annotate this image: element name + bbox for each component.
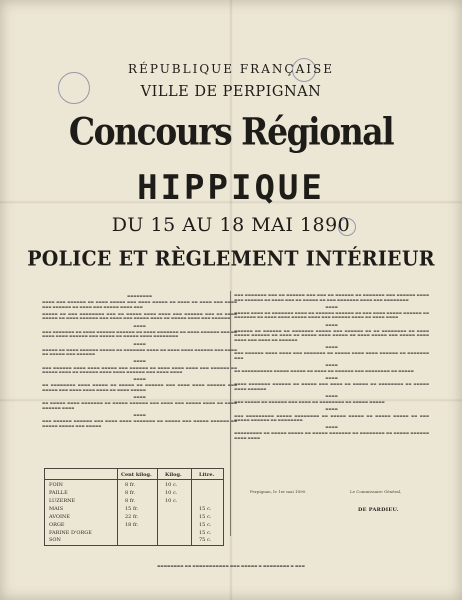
price-cent-kilog: 18 fr. xyxy=(125,522,139,528)
signature-role: Le Commissaire Général, xyxy=(350,489,402,494)
table-row xyxy=(45,513,223,521)
rules-column-left: ▬▬▬▬▬▬▬▬ ▬▬▬▬ ▬▬▬ ▬▬▬▬▬▬ ▬▬ ▬▬▬▬ ▬▬▬▬▬ ▬▬▬ ▬▬▬▬ ▬▬▬▬▬ ▬▬ ▬▬▬▬ ▬▬ ▬▬▬▬ ▬▬▬ ▬▬▬▬ ▬▬▬ ▬▬▬▬▬▬ ▬▬ ▬▬▬▬ ▬▬▬ ▬▬▬▬▬ ▬▬▬▬ ▬▬▬ ▬▬▬▬▬ ▬▬ ▬▬▬ ▬▬▬▬▬▬▬▬ ▬▬▬ ▬▬ ▬▬▬▬▬ ▬▬▬▬ ▬▬▬▬ ▬▬▬ ▬▬▬▬▬▬ ▬▬▬ ▬▬ ▬▬▬▬ ▬▬▬▬▬ ▬▬ ▬▬▬▬ ▬▬▬▬▬▬ ▬▬▬ ▬▬▬▬ ▬▬▬ ▬▬▬▬▬ ▬▬▬▬ ▬▬ ▬▬▬▬▬ ▬▬▬▬ ▬▬▬ ▬▬▬▬▬▬ ▬▬▬▬ ▬▬▬ ▬▬▬▬▬▬▬ ▬▬ ▬▬▬▬ ▬▬▬▬▬▬ ▬▬▬▬▬▬ ▬▬ ▬▬▬▬ ▬▬▬▬▬▬▬ ▬▬ ▬▬▬▬ ▬▬▬▬▬▬ ▬▬▬ ▬▬ ▬▬▬▬ ▬▬▬▬ ▬▬▬▬▬▬ ▬▬▬ ▬▬▬▬▬ ▬▬ ▬▬▬▬▬ ▬▬▬▬ ▬▬▬▬▬▬▬▬ ▬▬▬▬ ▬▬▬▬▬ ▬▬ ▬▬▬▬ ▬▬▬▬▬▬ ▬▬▬▬▬ ▬▬ ▬▬▬▬▬▬▬ ▬▬▬▬ ▬▬ ▬▬▬▬ ▬▬▬▬ ▬▬▬▬▬▬ ▬▬▬ ▬▬▬▬ ▬▬ ▬▬▬▬▬ ▬▬▬ ▬▬▬▬▬▬ ▬▬▬▬ ▬▬▬ ▬▬▬▬▬▬ ▬▬▬▬ ▬▬▬▬ ▬▬▬▬▬ ▬▬▬ ▬▬▬▬▬▬ ▬▬ ▬▬▬▬ ▬▬▬▬ ▬▬▬▬ ▬▬▬ ▬▬▬▬▬▬ ▬▬ ▬▬▬▬▬ ▬▬▬▬ ▬▬ ▬▬▬▬▬▬ ▬▬▬▬ ▬▬▬▬ ▬▬▬▬▬▬ ▬▬▬ ▬▬▬▬ ▬▬▬▬ ▬▬▬▬ ▬▬ ▬▬▬▬▬▬▬▬ ▬▬▬▬ ▬▬▬▬▬ ▬▬ ▬▬▬▬▬ ▬▬ ▬▬▬▬▬▬ ▬▬▬ ▬▬▬▬ ▬▬▬▬ ▬▬▬▬▬▬ ▬▬▬ ▬▬▬▬▬ ▬▬▬ ▬▬▬▬ ▬▬▬▬ ▬▬▬▬ ▬▬ ▬▬▬▬ ▬▬▬▬▬ ▬▬▬▬ ▬▬ ▬▬▬▬▬ ▬▬▬▬ ▬▬▬▬▬▬▬ ▬▬ ▬▬▬▬▬ ▬▬▬▬▬▬ ▬▬▬ ▬▬▬▬ ▬▬▬ ▬▬▬▬▬ ▬▬▬▬ ▬▬ ▬▬▬▬ ▬▬▬▬▬▬ ▬▬▬▬ ▬▬▬▬ ▬▬▬ ▬▬▬▬▬▬ ▬▬▬▬▬▬ ▬▬▬ ▬▬▬▬ ▬▬▬▬ ▬▬▬▬▬▬▬ ▬▬ ▬▬▬▬▬ ▬▬▬ ▬▬▬▬▬ ▬▬▬▬▬▬ ▬▬ ▬▬▬▬▬ ▬▬▬▬▬ ▬▬▬ ▬▬▬▬▬ xyxy=(42,294,237,428)
rules-column-right: ▬▬▬ ▬▬▬▬▬▬▬ ▬▬▬ ▬▬ ▬▬▬▬▬▬ ▬▬▬ ▬▬▬ ▬▬ ▬▬▬▬▬▬ ▬▬ ▬▬▬▬▬▬▬ ▬▬▬ ▬▬▬▬▬▬ ▬▬▬▬ ▬▬▬ ▬▬▬▬▬▬ ▬▬ ▬▬▬▬ ▬▬▬ ▬▬ ▬▬▬▬▬ ▬▬ ▬▬▬ ▬▬▬▬▬▬▬ ▬▬▬▬ ▬▬▬ ▬▬▬▬▬▬▬▬ ▬▬▬▬ ▬▬▬▬▬ ▬▬▬▬ ▬▬ ▬▬▬▬▬▬▬ ▬▬▬▬ ▬▬ ▬▬▬▬▬▬ ▬▬▬▬▬▬ ▬▬ ▬▬▬ ▬▬▬▬ ▬▬▬▬▬ ▬▬▬▬▬▬ ▬▬ ▬▬▬▬▬▬▬ ▬▬ ▬▬▬▬ ▬▬▬▬ ▬▬▬▬▬ ▬▬▬▬ ▬▬▬ ▬▬▬▬▬▬ ▬▬▬▬ ▬▬ ▬▬▬▬ ▬▬▬▬ ▬▬▬▬ ▬▬▬▬▬▬ ▬▬ ▬▬▬▬▬▬ ▬▬ ▬▬▬▬▬▬▬ ▬▬▬▬▬ ▬▬▬ ▬▬▬▬▬▬ ▬▬ ▬▬ ▬▬▬▬▬▬▬▬ ▬▬ ▬▬▬▬ ▬▬▬▬▬ ▬▬▬▬▬▬ ▬▬ ▬▬▬▬ ▬▬ ▬▬▬▬▬ ▬▬▬▬ ▬▬▬▬▬ ▬▬ ▬▬▬▬ ▬▬▬▬▬ ▬▬▬ ▬▬▬▬▬ ▬▬▬▬ ▬▬▬▬ ▬▬▬ ▬▬▬▬ ▬▬ ▬▬▬▬▬▬ ▬▬▬▬ ▬▬▬ ▬▬▬▬▬▬ ▬▬▬▬ ▬▬▬▬ ▬▬▬ ▬▬▬▬▬▬▬ ▬▬ ▬▬▬▬▬ ▬▬▬▬ ▬▬▬▬ ▬▬▬▬▬▬ ▬▬ ▬▬▬▬▬▬▬ ▬▬▬ ▬▬▬▬ ▬▬ ▬▬▬▬▬▬▬▬▬▬ ▬▬▬▬▬ ▬▬▬▬▬ ▬▬ ▬▬▬▬ ▬▬ ▬▬▬▬▬▬ ▬▬▬ ▬▬▬▬▬▬▬▬ ▬▬ ▬▬▬▬▬ ▬▬▬▬ ▬▬▬▬ ▬▬▬▬▬▬▬ ▬▬▬▬▬▬ ▬▬ ▬▬▬▬▬ ▬▬▬ ▬▬▬▬ ▬▬ ▬▬▬▬▬ ▬▬ ▬▬▬▬▬▬▬▬ ▬▬ ▬▬▬▬▬ ▬▬▬▬ ▬▬▬▬▬▬ ▬▬▬▬ ▬▬▬ ▬▬▬▬▬ ▬▬ ▬▬▬▬▬▬ ▬▬▬ ▬▬▬▬ ▬▬ ▬▬▬▬▬▬▬▬ ▬▬ ▬▬▬▬▬ ▬▬▬▬▬ ▬▬▬▬ ▬▬▬ ▬▬▬▬▬▬▬▬▬ ▬▬▬▬▬ ▬▬▬▬▬▬▬▬ ▬▬ ▬▬▬▬▬ ▬▬▬▬▬ ▬▬ ▬▬▬▬▬ ▬▬▬▬▬ ▬▬ ▬▬▬ ▬▬▬▬▬ ▬▬▬▬▬▬ ▬▬ ▬▬▬▬▬▬▬▬ ▬▬▬▬ ▬▬▬▬▬▬▬▬▬ ▬▬ ▬▬▬▬▬ ▬▬▬▬▬ ▬▬ ▬▬▬▬▬ ▬▬▬▬▬▬▬ ▬▬ ▬▬▬▬▬▬▬▬ ▬▬ ▬▬▬▬▬ ▬▬▬▬▬▬ ▬▬▬▬ ▬▬▬▬ xyxy=(234,293,429,440)
table-row xyxy=(45,481,223,489)
price-litre: 75 c. xyxy=(199,537,212,543)
price-cent-kilog: 22 fr. xyxy=(125,514,139,520)
item-name: ORGE xyxy=(49,522,65,528)
table-row xyxy=(45,521,223,529)
feed-price-table xyxy=(44,468,224,546)
item-name: LUZERNE xyxy=(49,498,76,504)
table-row xyxy=(45,489,223,497)
event-subtitle: HIPPIQUE xyxy=(137,168,325,208)
price-cent-kilog: 8 fr. xyxy=(125,498,136,504)
item-name: AVOINE xyxy=(49,514,70,520)
header-cent-kilog: Cent kilog. xyxy=(121,472,152,478)
price-cent-kilog: 8 fr. xyxy=(125,482,136,488)
event-dates: DU 15 AU 18 MAI 1890 xyxy=(111,214,351,236)
table-row xyxy=(45,505,223,513)
item-name: MAIS xyxy=(49,506,64,512)
item-name: FARINE D'ORGE xyxy=(49,530,92,536)
table-rule xyxy=(45,479,223,480)
table-row xyxy=(45,536,223,544)
item-name: FOIN xyxy=(49,482,63,488)
printer-line: ▬▬▬▬▬▬▬▬ ▬▬ ▬▬▬▬▬▬▬▬▬▬▬ ▬▬▬ ▬▬▬▬▬ ▬ ▬▬▬▬▬▬▬▬ ▬ ▬▬▬ xyxy=(157,564,305,568)
signature-name: DE PARDIEU. xyxy=(358,507,399,513)
price-cent-kilog: 15 fr. xyxy=(125,506,139,512)
price-litre: 15 c. xyxy=(199,530,212,536)
price-kilog: 10 c. xyxy=(165,482,178,488)
price-litre: 15 c. xyxy=(199,522,212,528)
item-name: SON xyxy=(49,537,61,543)
header-litre: Litre. xyxy=(199,472,215,478)
signature-date: Perpignan, le 1er mai 1890. xyxy=(250,489,307,494)
city-heading: VILLE DE PERPIGNAN xyxy=(140,84,322,100)
item-name: PAILLE xyxy=(49,490,68,496)
table-row xyxy=(45,497,223,505)
price-kilog: 10 c. xyxy=(165,490,178,496)
price-kilog: 10 c. xyxy=(165,498,178,504)
price-cent-kilog: 8 fr. xyxy=(125,490,136,496)
price-litre: 15 c. xyxy=(199,514,212,520)
republique-heading: RÉPUBLIQUE FRANÇAISE xyxy=(128,62,334,76)
price-litre: 15 c. xyxy=(199,506,212,512)
regulations-heading: POLICE ET RÈGLEMENT INTÉRIEUR xyxy=(27,246,435,272)
header-kilog: Kilog. xyxy=(165,472,182,478)
event-title: Concours Régional xyxy=(68,109,394,154)
